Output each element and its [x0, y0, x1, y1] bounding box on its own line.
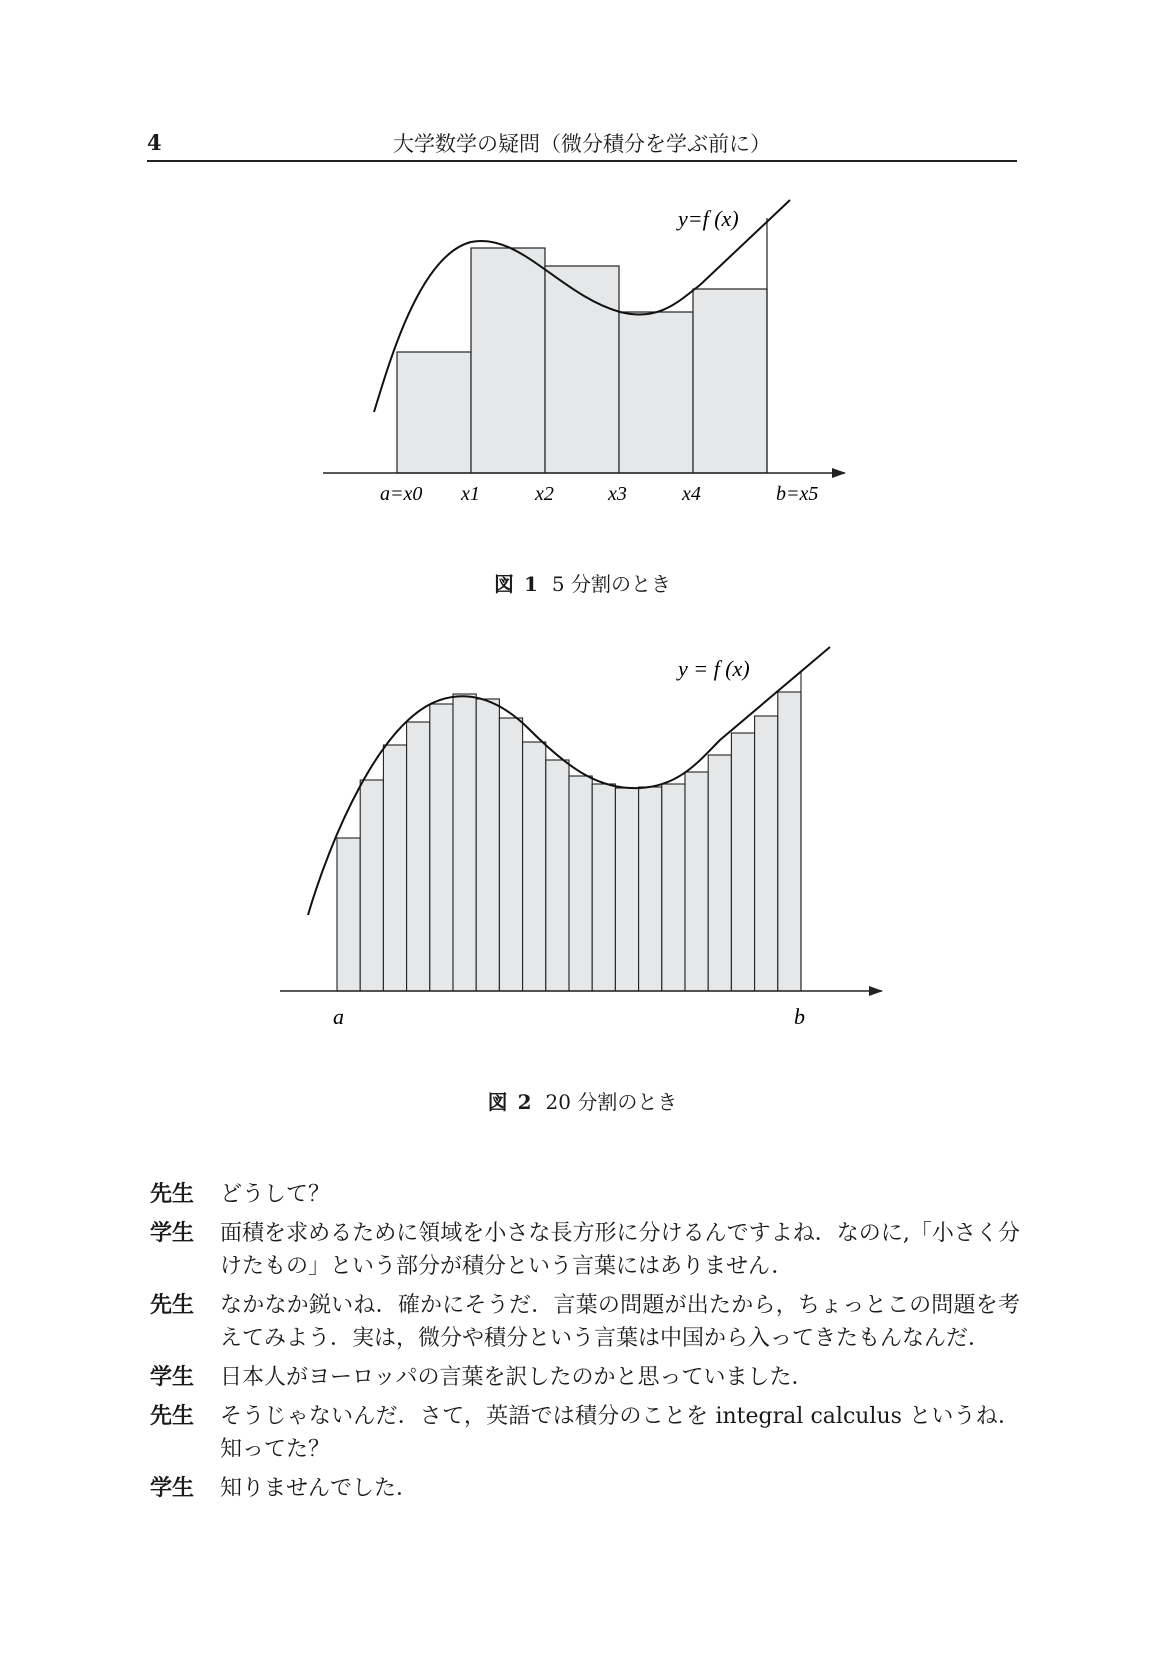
figure-caption-text: 5 分割のとき: [551, 572, 671, 596]
riemann-rect: [453, 694, 476, 991]
speaker-label: 先生: [150, 1182, 195, 1207]
function-label: y=f (x): [678, 206, 739, 231]
speaker-label: 先生: [150, 1404, 195, 1429]
riemann-rect-4: [619, 312, 693, 473]
figure-2-caption: [0, 1086, 1165, 1115]
riemann-rect-5: [693, 289, 767, 473]
dialogue-turn: [150, 1217, 1020, 1283]
figure-number: 2: [517, 1090, 532, 1114]
dialogue-turn: [150, 1289, 1020, 1355]
riemann-rect: [615, 788, 638, 991]
riemann-rect: [755, 716, 778, 991]
riemann-rect-2: [471, 248, 545, 473]
riemann-rect: [639, 787, 662, 991]
riemann-rect: [430, 704, 453, 991]
figure-1-caption: [0, 568, 1165, 597]
riemann-rect: [337, 838, 360, 991]
riemann-rect: [569, 776, 592, 991]
riemann-rect: [662, 784, 685, 991]
speaker-label: 先生: [150, 1293, 195, 1318]
dialogue-turn: [150, 1178, 1020, 1211]
riemann-rect: [778, 692, 801, 991]
dialogue: [150, 1178, 1020, 1511]
figure-number: 1: [523, 572, 538, 596]
riemann-rects-20: [337, 672, 801, 991]
speaker-label: 学生: [150, 1476, 195, 1501]
riemann-rect: [407, 722, 430, 991]
riemann-rect: [546, 760, 569, 991]
riemann-rect: [499, 718, 522, 991]
x-label-b: b: [794, 1004, 805, 1029]
dialogue-turn: [150, 1400, 1020, 1466]
running-title: 大学数学の疑問（微分積分を学ぶ前に）: [393, 132, 771, 156]
dialogue-line: 日本人がヨーロッパの言葉を訳したのかと思っていました．: [220, 1365, 814, 1390]
riemann-rect: [685, 772, 708, 991]
riemann-rect-3: [545, 266, 619, 473]
x-label-a-x0: a=x0: [380, 483, 423, 505]
speaker-label: 学生: [150, 1221, 195, 1246]
x-label-b-x5: b=x5: [776, 483, 819, 505]
speaker-label: 学生: [150, 1365, 195, 1390]
figure-2: [280, 647, 882, 1029]
function-label: y = f (x): [678, 656, 750, 681]
dialogue-line: 知りませんでした．: [220, 1476, 419, 1501]
dialogue-line: 面積を求めるために領域を小さな長方形に分けるんですよね．なのに,「小さく分けたもの」という部分が積分という言葉にはありません．: [220, 1221, 1020, 1279]
page-number: 4: [147, 130, 162, 155]
x-label-x2: x2: [535, 483, 554, 505]
riemann-rect: [592, 784, 615, 991]
x-label-a: a: [333, 1004, 344, 1029]
figure-1: [323, 200, 845, 505]
riemann-rect: [383, 745, 406, 991]
riemann-rect-1: [397, 352, 471, 473]
x-label-x3: x3: [608, 483, 627, 505]
dialogue-line: どうして？: [220, 1182, 331, 1207]
riemann-rect: [476, 699, 499, 991]
figure-caption-text: 20 分割のとき: [545, 1090, 678, 1114]
riemann-rect: [360, 780, 383, 991]
dialogue-line: なかなか鋭いね．確かにそうだ．言葉の問題が出たから，ちょっとこの問題を考えてみよう．実は，微分や積分という言葉は中国から入ってきたもんなんだ．: [220, 1293, 1020, 1351]
riemann-rect: [708, 755, 731, 991]
dialogue-turn: [150, 1472, 1020, 1505]
dialogue-turn: [150, 1361, 1020, 1394]
figure-label: 図: [487, 1090, 510, 1114]
x-label-x1: x1: [461, 483, 480, 505]
figure-label: 図: [493, 572, 516, 596]
riemann-rect: [523, 742, 546, 991]
x-label-x4: x4: [682, 483, 701, 505]
riemann-rect: [731, 733, 754, 991]
dialogue-line: そうじゃないんだ．さて，英語では積分のことを integral calculus というね．知ってた？: [220, 1404, 1020, 1462]
